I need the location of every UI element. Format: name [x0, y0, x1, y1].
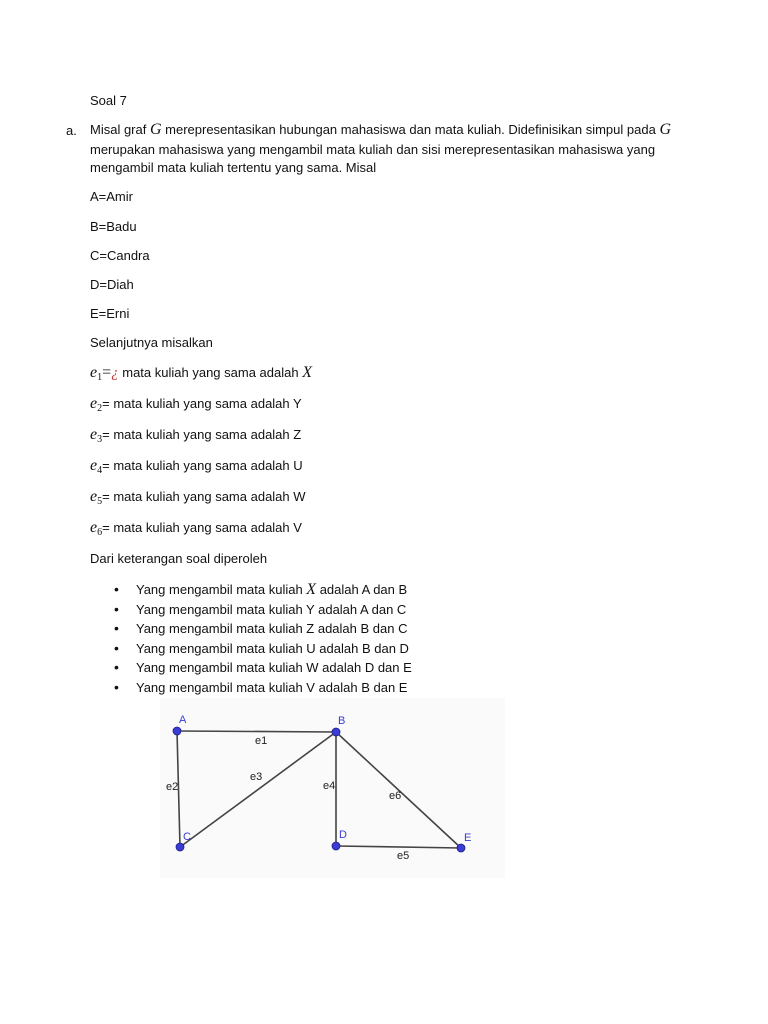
list-item: • Yang mengambil mata kuliah Y adalah A dan C — [114, 600, 412, 620]
course-list — [114, 580, 412, 697]
vertex-a — [173, 727, 181, 735]
edge-symbol: e — [90, 488, 98, 505]
course-symbol: X — [306, 581, 317, 598]
edge-def — [90, 488, 306, 511]
edge-def-text: = mata kuliah yang sama adalah U — [102, 458, 303, 473]
edge-label-e3: e3 — [250, 771, 263, 783]
edge-e1 — [177, 731, 336, 732]
selanjutnya-text: Selanjutnya misalkan — [90, 335, 213, 350]
vertex-def: C=Candra — [90, 248, 150, 263]
edge-def-text: = mata kuliah yang sama adalah W — [102, 489, 306, 504]
intro-text: Misal graf — [90, 122, 150, 137]
vertex-b — [332, 728, 340, 736]
edge-def — [90, 395, 302, 418]
edge-label-e4: e4 — [323, 780, 336, 792]
list-item: • Yang mengambil mata kuliah W adalah D dan E — [114, 658, 412, 678]
intro-line-1 — [90, 121, 671, 139]
intro-line-2: merupakan mahasiswa yang mengambil mata kuliah dan sisi merepresentasikan mahasiswa yang — [90, 142, 656, 157]
edge-subscript: 5 — [97, 496, 103, 507]
edge-label-e6: e6 — [389, 790, 402, 802]
vertex-label-c: C — [183, 831, 191, 843]
page-title: Soal 7 — [90, 93, 127, 108]
vertex-label-a: A — [179, 714, 187, 726]
edge-subscript: 6 — [97, 527, 103, 538]
edge-label-e2: e2 — [166, 781, 179, 793]
vertex-c — [176, 843, 184, 851]
edge-symbol: e — [90, 395, 98, 412]
course-symbol: X — [302, 364, 312, 381]
list-item-text: adalah A dan B — [316, 582, 408, 597]
list-item — [114, 580, 412, 600]
graph-symbol: G — [659, 121, 671, 138]
edge-subscript: 4 — [97, 465, 103, 476]
edge-symbol: e — [90, 364, 98, 381]
edge-symbol: e — [90, 519, 98, 536]
edge-subscript: 3 — [97, 434, 103, 445]
edge-label-e1: e1 — [255, 735, 268, 747]
vertex-def: B=Badu — [90, 219, 137, 234]
edge-subscript: 2 — [97, 403, 103, 414]
edge-def — [90, 519, 302, 542]
vertex-def: D=Diah — [90, 277, 134, 292]
edge-symbol: e — [90, 457, 98, 474]
edge-def-text: = mata kuliah yang sama adalah Z — [102, 427, 302, 442]
equals-sign: = — [102, 364, 112, 381]
graph-symbol: G — [149, 121, 162, 138]
list-item: • Yang mengambil mata kuliah V adalah B dan E — [114, 678, 412, 698]
vertex-def: A=Amir — [90, 189, 133, 204]
vertex-def: E=Erni — [90, 306, 130, 321]
edge-def — [90, 364, 312, 387]
dari-text: Dari keterangan soal diperoleh — [90, 551, 268, 566]
edge-def-text: = mata kuliah yang sama adalah V — [102, 520, 302, 535]
edge-label-e5: e5 — [397, 850, 410, 862]
edge-def-text: mata kuliah yang sama adalah — [118, 365, 303, 380]
vertex-label-d: D — [339, 829, 347, 841]
edge-subscript: 1 — [97, 372, 103, 383]
vertex-e — [457, 844, 465, 852]
edge-def — [90, 457, 303, 480]
list-item: • Yang mengambil mata kuliah Z adalah B dan C — [114, 619, 412, 639]
intro-line-3: mengambil mata kuliah tertentu yang sama. Misal — [90, 160, 377, 175]
list-item: • Yang mengambil mata kuliah U adalah B dan D — [114, 639, 412, 659]
edge-symbol: e — [90, 426, 98, 443]
question-glyph: ¿ — [111, 365, 119, 381]
edge-def — [90, 426, 301, 449]
list-item-text: Yang mengambil mata kuliah — [136, 582, 307, 597]
intro-text: merepresentasikan hubungan mahasiswa dan mata kuliah. Didefinisikan simpul pada — [161, 122, 660, 137]
edge-def-text: = mata kuliah yang sama adalah Y — [102, 396, 302, 411]
graph-diagram — [160, 698, 505, 878]
vertex-label-b: B — [338, 715, 346, 727]
part-label: a. — [66, 123, 77, 138]
vertex-d — [332, 842, 340, 850]
vertex-label-e: E — [464, 832, 472, 844]
